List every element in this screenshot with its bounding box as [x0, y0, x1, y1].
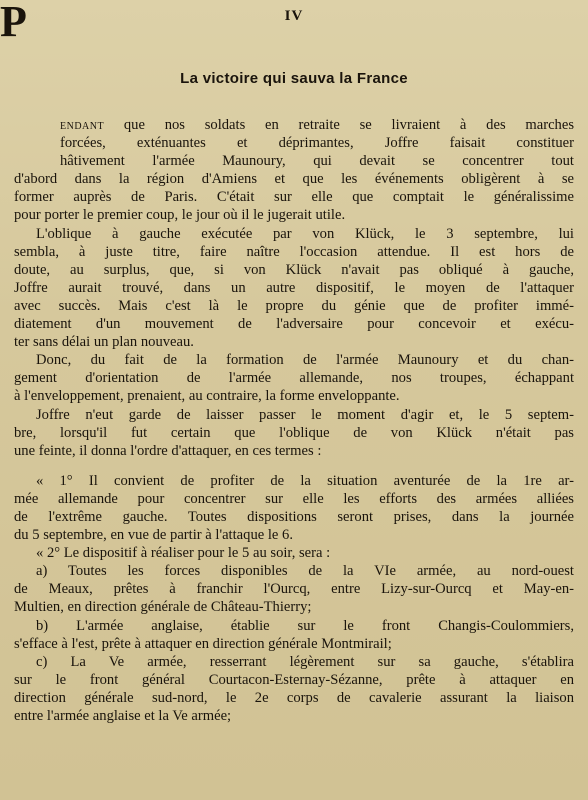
- text-line: sur le front général Courtacon-Esternay-Sézanne, prête à attaquer en: [14, 671, 574, 688]
- quote-item-b: [14, 617, 574, 653]
- text-line: sembla, à juste titre, faire naître l'occasion attendue. Il est hors de: [14, 243, 574, 260]
- text-line: former auprès de Paris. C'était sur elle que comptait le généralissime: [14, 189, 574, 206]
- paragraph-3: [14, 351, 574, 405]
- text-line: à l'enveloppement, prenaient, au contraire, la forme enveloppante.: [14, 388, 400, 405]
- text-line: Joffre aurait trouvé, dans un autre dispositif, le moyen de l'attaquer: [14, 279, 574, 296]
- text-line: gement d'orientation de l'armée allemande, nos troupes, échappant: [14, 370, 574, 387]
- text-line: de Meaux, prêtes à franchir l'Ourcq, entre Lizy-sur-Ourcq et May-en-: [14, 581, 574, 598]
- text-line: du 5 septembre, en vue de partir à l'attaque le 6.: [14, 527, 293, 544]
- text-line: forcées, exténuantes et déprimantes, Joffre faisait constituer: [60, 135, 574, 152]
- text-line: « 1° Il convient de profiter de la situation aventurée de la 1re ar-: [36, 472, 574, 489]
- text-line: endant que nos soldats en retraite se livraient à des marches: [60, 117, 574, 133]
- chapter-number: IV: [284, 8, 304, 24]
- quote-point-1: [14, 472, 574, 544]
- text-line: entre l'armée anglaise et la Ve armée;: [14, 708, 232, 724]
- text-line: L'oblique à gauche exécutée par von Klück, le 3 septembre, lui: [36, 225, 574, 242]
- text-line: hâtivement l'armée Maunoury, qui devait se concentrer tout: [60, 153, 574, 170]
- text-line: pour porter le premier coup, le jour où il le jugerait utile.: [14, 207, 346, 224]
- text-line: d'abord dans la région d'Amiens et que les événements obligèrent à se: [14, 171, 574, 188]
- text-line: mée allemande pour concentrer sur elle les efforts des armées alliées: [14, 490, 574, 507]
- text-line: Donc, du fait de la formation de l'armée Maunoury et du chan-: [36, 352, 574, 369]
- paragraph-2: [14, 225, 574, 352]
- smallcaps-start: endant: [60, 117, 105, 133]
- text-line: Multien, en direction générale de Château-Thierry;: [14, 599, 312, 616]
- quote-item-a: [14, 562, 574, 616]
- text-line: b) L'armée anglaise, établie sur le front Changis-Coulommiers,: [36, 617, 574, 634]
- text-line: bre, lorsqu'il fut certain que l'oblique de von Klück n'était pas: [14, 424, 574, 441]
- text-line: Joffre n'eut garde de laisser passer le moment d'agir et, le 5 septem-: [36, 406, 574, 423]
- text-line: diatement d'un mouvement de l'adversaire pour concevoir et exécu-: [14, 316, 574, 333]
- text-line: a) Toutes les forces disponibles de la VIe armée, au nord-ouest: [36, 563, 574, 580]
- text-line: une feinte, il donna l'ordre d'attaquer, en ces termes :: [14, 442, 322, 459]
- spacer: [14, 460, 574, 472]
- text-line: avec succès. Mais c'est là le propre du génie que de profiter immé-: [14, 297, 574, 314]
- chapter-title: La victoire qui sauva la France: [180, 70, 408, 87]
- quote-item-c: [14, 653, 574, 725]
- text-line: s'efface à l'est, prête à attaquer en direction générale Montmirail;: [14, 635, 392, 652]
- text-line: ter sans délai un plan nouveau.: [14, 334, 194, 351]
- text-line: c) La Ve armée, resserrant légèrement sur sa gauche, s'établira: [36, 653, 574, 670]
- paragraph-4: [14, 406, 574, 460]
- drop-cap: P: [0, 0, 27, 46]
- text-line: de l'extrême gauche. Toutes dispositions seront prises, dans la journée: [14, 508, 574, 525]
- text-line: direction générale sud-nord, le 2e corps de cavalerie assurant la liaison: [14, 689, 574, 706]
- quote-point-2: [14, 544, 574, 562]
- text-line: doute, au surplus, que, si von Klück n'avait pas obliqué à gauche,: [14, 261, 574, 278]
- text-line: « 2° Le dispositif à réaliser pour le 5 au soir, sera :: [36, 545, 331, 562]
